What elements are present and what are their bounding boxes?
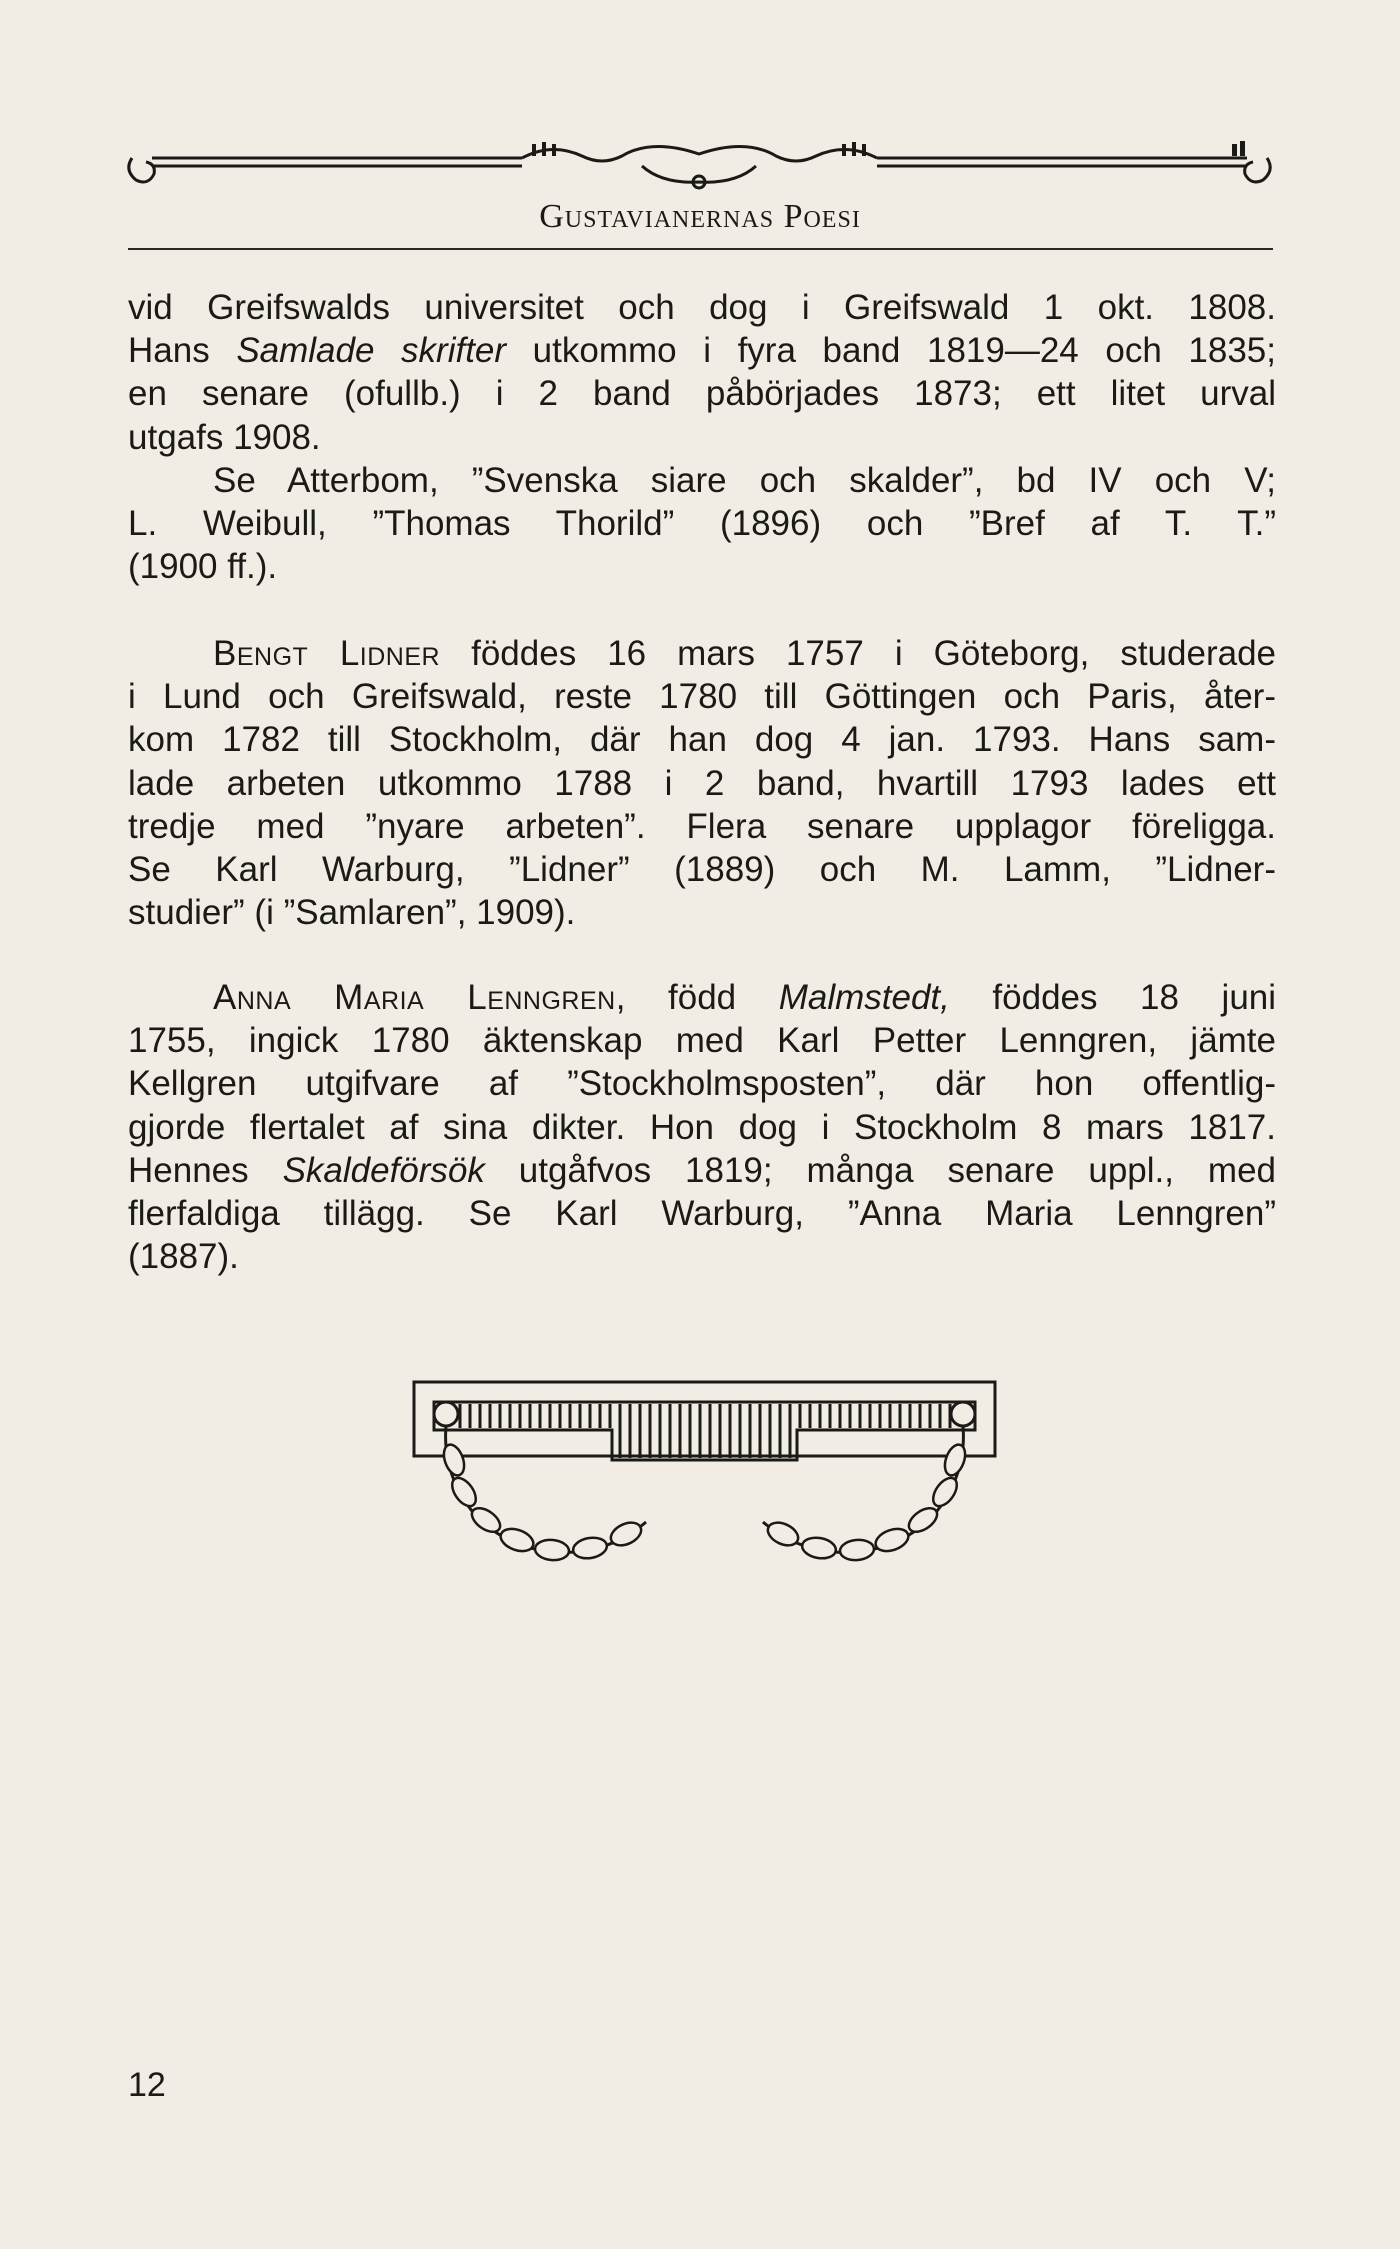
text-line: Bengt Lidner föddes 16 mars 1757 i Göteborg, studerade (213, 634, 1277, 673)
page-number: 12 (128, 2066, 166, 2104)
text-line: lade arbeten utkommo 1788 i 2 band, hvartill 1793 lades ett (128, 763, 1276, 803)
paragraph-bengt-lidner (128, 632, 1276, 934)
author-name: Anna Maria Lenngren (213, 978, 616, 1017)
laurel-garland-tailpiece-icon (412, 1380, 997, 1580)
text-line: Hans Samlade skrifter utkommo i fyra band 1819—24 och 1835; (128, 331, 1276, 371)
text-line: i Lund och Greifswald, reste 1780 till Göttingen och Paris, åter- (128, 677, 1276, 717)
text-line: Se Karl Warburg, ”Lidner” (1889) och M. Lamm, ”Lidner- (128, 849, 1276, 889)
author-name: Bengt Lidner (213, 634, 441, 673)
text-line: (1887). (128, 1237, 239, 1277)
text-line: tredje med ”nyare arbeten”. Flera senare upplagor föreligga. (128, 806, 1276, 846)
text-line: (1900 ff.). (128, 547, 278, 587)
text-line: utgafs 1908. (128, 417, 321, 457)
text-line: gjorde flertalet af sina dikter. Hon dog i Stockholm 8 mars 1817. (128, 1107, 1276, 1147)
text-line: studier” (i ”Samlaren”, 1909). (128, 893, 576, 933)
running-title: Gustavianernas Poesi (539, 198, 861, 235)
text-line: L. Weibull, ”Thomas Thorild” (1896) och ”Bref af T. T.” (128, 503, 1276, 543)
text-line: Se Atterbom, ”Svenska siare och skalder”, bd IV och V; (213, 460, 1276, 500)
maiden-name: Malmstedt, (778, 978, 950, 1017)
ornamental-header-rule-icon (122, 136, 1277, 196)
text-line: Anna Maria Lenngren, född Malmstedt, föddes 18 juni (213, 978, 1277, 1017)
paragraph-anna-maria-lenngren (128, 976, 1276, 1278)
text-line: vid Greifswalds universitet och dog i Greifswald 1 okt. 1808. (128, 288, 1276, 327)
header-divider (128, 248, 1273, 250)
text-line: kom 1782 till Stockholm, där han dog 4 jan. 1793. Hans sam- (128, 720, 1276, 760)
text-line: en senare (ofullb.) i 2 band påbörjades 1873; ett litet urval (128, 374, 1276, 414)
text-line: Kellgren utgifvare af ”Stockholmsposten”, där hon offentlig- (128, 1064, 1276, 1104)
work-title: Samlade skrifter (236, 331, 507, 371)
text-line: Hennes Skaldeförsök utgåfvos 1819; många senare uppl., med (128, 1150, 1276, 1190)
text-line: 1755, ingick 1780 äktenskap med Karl Petter Lenngren, jämte (128, 1021, 1276, 1061)
text-line: flerfaldiga tillägg. Se Karl Warburg, ”Anna Maria Lenngren” (128, 1193, 1276, 1233)
work-title: Skaldeförsök (282, 1150, 485, 1190)
paragraph-thorild-notes (128, 286, 1276, 588)
